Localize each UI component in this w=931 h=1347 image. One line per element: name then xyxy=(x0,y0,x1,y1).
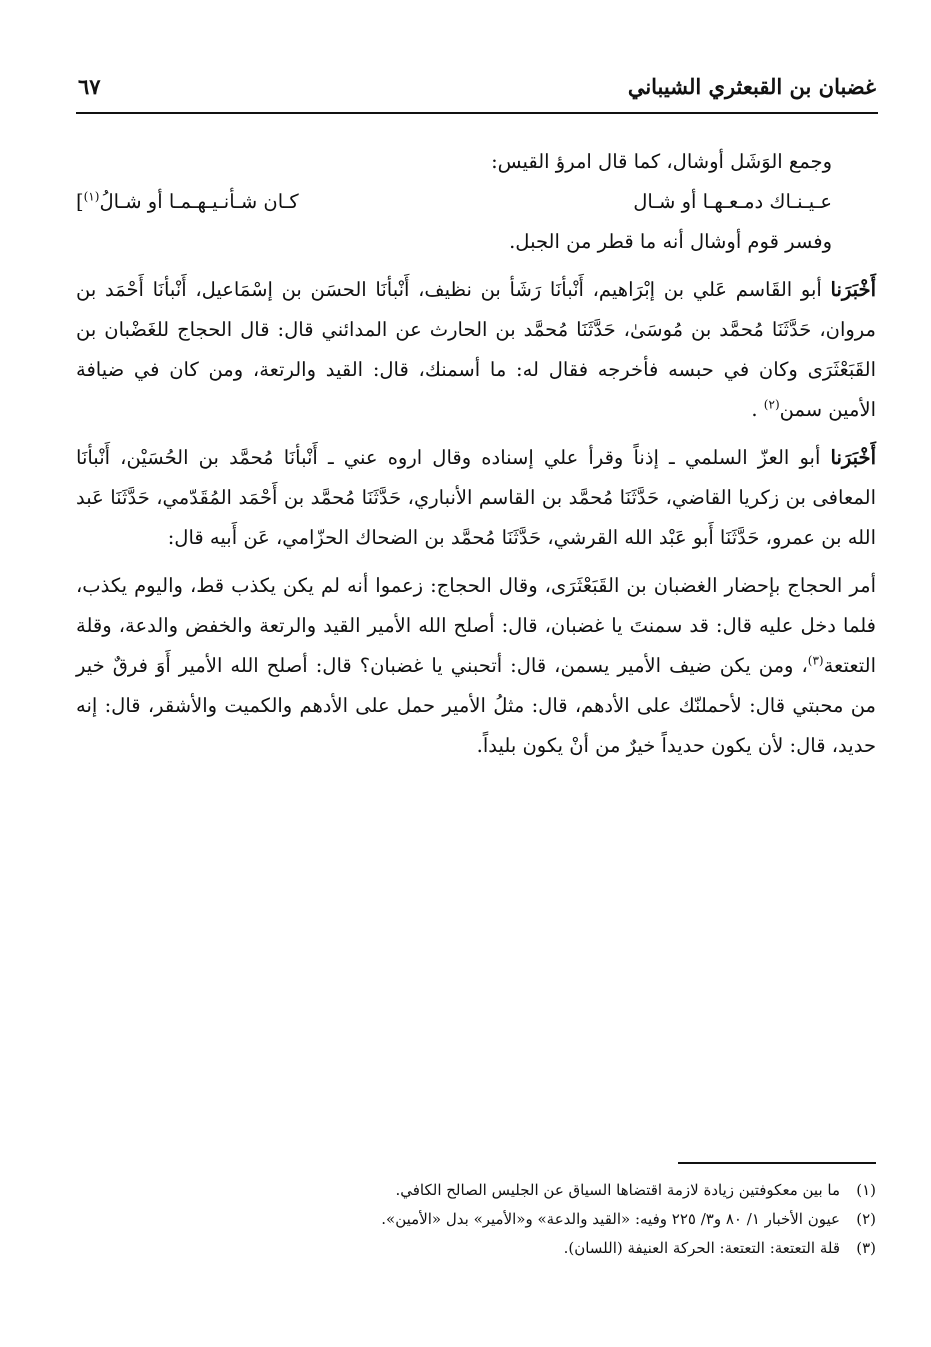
akhbarana-keyword: أَخْبَرَنا xyxy=(830,278,876,301)
footnotes xyxy=(76,1176,876,1263)
footnote-2 xyxy=(76,1205,876,1234)
header-rule xyxy=(76,112,878,114)
footnote-ref-2: (٢) xyxy=(763,397,780,412)
footnote-number: (٢) xyxy=(856,1210,876,1228)
paragraph-3 xyxy=(76,270,876,430)
footnote-text: عيون الأخبار ١/ ٨٠ و٣/ ٢٢٥ وفيه: «القيد والدعة» و«الأمير» بدل «الأمين». xyxy=(381,1210,840,1228)
akhbarana-keyword: أَخْبَرَنا xyxy=(830,446,876,469)
footnote-ref-1: (١) xyxy=(83,189,100,204)
paragraph-1: وجمع الوَشَل أوشال، كما قال امرؤ القيس: xyxy=(491,150,832,173)
page-header xyxy=(76,70,876,110)
footnote-number: (٣) xyxy=(856,1239,876,1257)
footnote-number: (١) xyxy=(856,1181,876,1199)
running-title: غضبان بن القبعثري الشيباني xyxy=(627,74,876,99)
paragraph-5-text-a: أمر الحجاج بإحضار الغضبان بن القَبَعْثَرَى، وقال الحجاج: زعموا أنه لم يكن يكذب قط، واليوم يكذب، فلما دخل عليه قال: قد سمنتَ يا غضبان، قال: أصلح الله الأمير القيد والرتعة والخفض والدعة، وقلة التعتعة xyxy=(76,574,876,677)
paragraph-5-text-b: ، ومن يكن ضيف الأمير يسمن، قال: أتحبني يا غضبان؟ قال: أصلح الله الأمير أَوَ فرقٌ خير من محبتي قال: لأحملنّك على الأدهم، قال: مثلُ الأمير حمل على الأدهم والكميت والأشقر، قال: إنه حديد، قال: لأن يكون حديداً خيرٌ من أنْ يكون بليداً. xyxy=(76,654,876,757)
footnote-rule xyxy=(678,1162,876,1164)
paragraph-4-text: أبو العزّ السلمي ـ إذناً وقرأ علي إسناده وقال اروه عني ـ أَنْبأنَا مُحمَّد بن الحُسَيْن، أَنْبأنَا المعافى بن زكريا القاضي، حَدَّثَنَا مُحمَّد بن القاسم الأنباري، حَدَّثَنَا مُحمَّد بن أَحْمَد المُقَدّمي، حَدَّثَنَا عَبد الله بن عمرو، حَدَّثَنَا أَبو عَبْد الله القرشي، حَدَّثَنَا مُحمَّد بن الضحاك الحزّامي، عَن أَبيه قال: xyxy=(76,446,876,549)
footnote-text: ما بين معكوفتين زيادة لازمة اقتضاها السياق عن الجليس الصالح الكافي. xyxy=(395,1181,840,1199)
page-number: ٦٧ xyxy=(78,74,101,99)
footnote-1 xyxy=(76,1176,876,1205)
paragraph-3-text: أبو القَاسم عَلي بن إبْرَاهيم، أَنْبأنَا رَشَأ بن نظيف، أَنْبأنَا الحسَن بن إسْمَاعيل، أَنْبأنَا أَحْمَد بن مروان، حَدَّثَنَا مُحمَّد بن مُوسَىٰ، حَدَّثَنَا مُحمَّد بن الحارث عن المدائني قال: قال الحجاج للغَضْبان بن القَبَعْثَرَى وكان في حبسه فأخرجه فقال له: ما أسمنك، قال: القيد والرتعة، ومن كان في ضيافة الأمين سمن xyxy=(76,278,876,421)
verse-second-hemistich-text: كـان شـأنـيـهـمـا أو شـالُ xyxy=(99,190,299,213)
footnote-3 xyxy=(76,1234,876,1263)
poetry-verse xyxy=(76,182,876,222)
footnote-ref-3: (٣) xyxy=(807,653,824,668)
paragraph-4 xyxy=(76,438,876,558)
verse-second-hemistich xyxy=(76,182,299,222)
main-text xyxy=(76,142,876,766)
paragraph-3-end: . xyxy=(751,398,758,421)
verse-first-hemistich: عـيـنـاك دمـعـهـا أو شـال xyxy=(633,190,832,213)
verse-bracket: ] xyxy=(76,190,84,213)
paragraph-2: وفسر قوم أوشال أنه ما قطر من الجبل. xyxy=(509,230,832,253)
paragraph-5 xyxy=(76,566,876,766)
footnote-text: قلة التعتعة: التعتعة: الحركة العنيفة (اللسان). xyxy=(563,1239,840,1257)
